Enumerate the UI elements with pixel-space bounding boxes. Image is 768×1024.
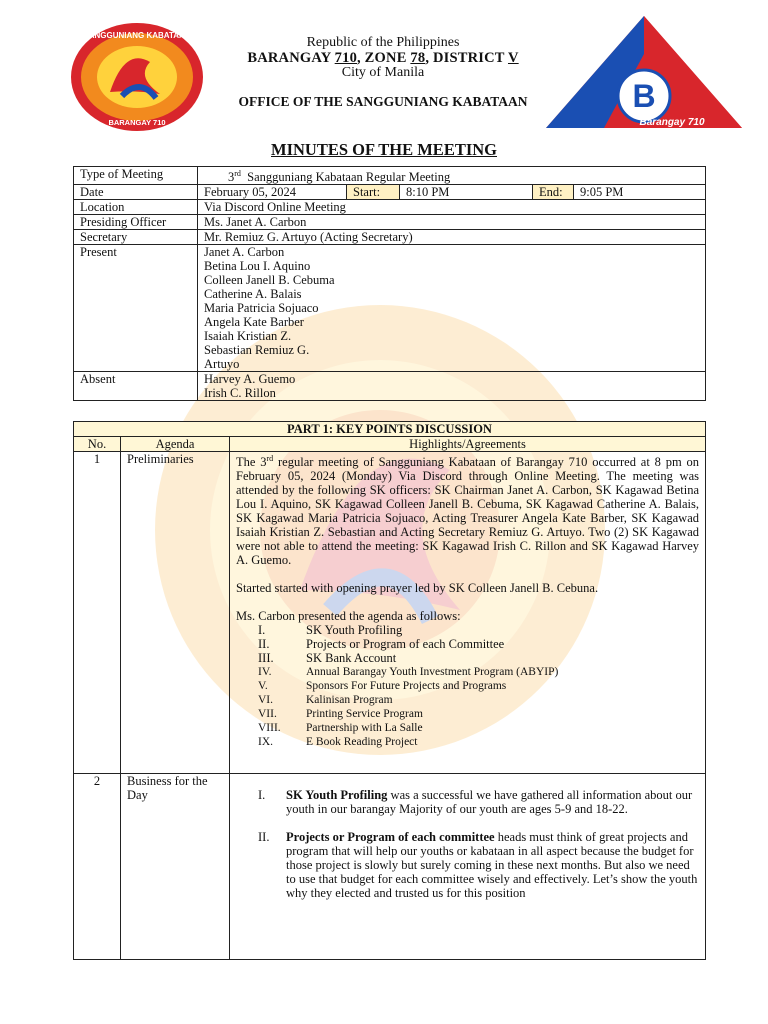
list-item: II. Projects or Program of each Committee: [258, 637, 505, 652]
start-label: Start:: [347, 185, 400, 200]
table-row: [74, 774, 706, 960]
absent-label: Absent: [74, 372, 198, 401]
end-value: 9:05 PM: [574, 185, 706, 200]
list-item: Catherine A. Balais: [204, 287, 302, 302]
row-agenda: Business for the Day: [121, 774, 230, 960]
table-row: [74, 215, 706, 230]
row-number: 2: [74, 774, 121, 960]
list-item: VI. Kalinisan Program: [258, 694, 393, 707]
list-item: Irish C. Rillon: [204, 386, 276, 401]
secretary-label: Secretary: [74, 230, 198, 245]
list-item: Angela Kate Barber: [204, 315, 304, 330]
table-row: [74, 422, 706, 437]
barangay-line: BARANGAY 710, ZONE 78, DISTRICT V: [247, 49, 519, 66]
city-line: City of Manila: [341, 64, 425, 80]
date-label: Date: [74, 185, 198, 200]
list-item: V. Sponsors For Future Projects and Programs: [258, 680, 507, 693]
table-row: [74, 200, 706, 215]
agenda-intro: Ms. Carbon presented the agenda as follows:: [236, 609, 461, 624]
row-highlights: [230, 774, 706, 960]
row-number: 1: [74, 452, 121, 774]
meeting-info-table: [73, 166, 706, 401]
list-item: Sebastian Remiuz G.: [204, 343, 310, 358]
secretary-value: Mr. Remiuz G. Artuyo (Acting Secretary): [198, 230, 706, 245]
table-row: [74, 230, 706, 245]
list-item: Janet A. Carbon: [204, 245, 285, 260]
location-value: Via Discord Online Meeting: [198, 200, 706, 215]
list-item: Maria Patricia Sojuaco: [204, 301, 319, 316]
end-label: End:: [533, 185, 574, 200]
row-agenda: Preliminaries: [121, 452, 230, 774]
date-value: February 05, 2024: [198, 185, 347, 200]
prayer-paragraph: Started started with opening prayer led by SK Colleen Janell B. Cebuna.: [236, 581, 599, 596]
type-value: 3rd Sangguniang Kabataan Regular Meeting: [198, 167, 706, 185]
document-title: MINUTES OF THE MEETING: [271, 140, 497, 159]
list-item: I. SK Youth Profiling: [258, 623, 403, 638]
list-item: IV. Annual Barangay Youth Investment Program (ABYIP): [258, 666, 559, 679]
list-item: Betina Lou I. Aquino: [204, 259, 311, 274]
list-item: Artuyo: [204, 357, 240, 372]
list-item: IX. E Book Reading Project: [258, 736, 418, 749]
business-item-2: II. Projects or Program of each committee heads must think of great projects and program that will help our youths or kabataan in all aspect because the budget for those project is slowly but surely coming in these next months. But also we need to use that budget for each committee wisely and effectively. Let’s show the youth why they elected and trusted us for this position: [258, 830, 698, 900]
list-item: VII. Printing Service Program: [258, 708, 423, 721]
barangay-logo: [544, 14, 744, 130]
logo-top-text: SANGGUNIANG KABATAAN: [83, 31, 191, 40]
office-line: OFFICE OF THE SANGGUNIANG KABATAAN: [238, 93, 528, 109]
business-item-1: I. SK Youth Profiling was a successful we have gathered all information about our youth in our barangay Majority of our youth are ages 5-9 and 18-22.: [258, 788, 693, 816]
col-agenda-header: Agenda: [121, 437, 230, 452]
col-no-header: No.: [74, 437, 121, 452]
absent-list: [198, 372, 706, 401]
sk-logo: [70, 22, 205, 132]
location-label: Location: [74, 200, 198, 215]
logo-b-mark: B: [632, 78, 656, 114]
table-row: [74, 185, 706, 200]
list-item: Colleen Janell B. Cebuma: [204, 273, 335, 288]
list-item: Isaiah Kristian Z.: [204, 329, 292, 344]
present-list: [198, 245, 706, 372]
present-label: Present: [74, 245, 198, 372]
agenda-list: [236, 623, 699, 749]
logo-bottom-text: BARANGAY 710: [108, 118, 166, 127]
row-highlights: [230, 452, 706, 774]
key-points-table: [73, 421, 706, 960]
list-item: Harvey A. Guemo: [204, 372, 296, 387]
type-label: Type of Meeting: [74, 167, 198, 185]
start-value: 8:10 PM: [400, 185, 533, 200]
logo-barangay-text: Barangay 710: [639, 117, 705, 128]
col-highlights-header: Highlights/Agreements: [230, 437, 706, 452]
table-row: [74, 245, 706, 372]
presiding-label: Presiding Officer: [74, 215, 198, 230]
presiding-value: Ms. Janet A. Carbon: [198, 215, 706, 230]
list-item: III. SK Bank Account: [258, 651, 397, 666]
table-row: [74, 452, 706, 774]
list-item: VIII. Partnership with La Salle: [258, 722, 423, 735]
table-row: [74, 167, 706, 185]
part1-title: PART 1: KEY POINTS DISCUSSION: [74, 422, 706, 437]
table-row: [74, 437, 706, 452]
minutes-paragraph: The 3rd regular meeting of Sangguniang Kabataan of Barangay 710 occurred at 8 pm on February 05, 2024 (Monday) Via Discord through Online Meeting. The meeting was attended by the following SK officers: SK Chairman Janet A. Carbon, SK Kagawad Betina Lou I. Aquino, SK Kagawad Colleen Janell B. Cebuma, SK Kagawad Catherine A. Balais, SK Kagawad Maria Patricia Sojuaco, Acting Treasurer Angela Kate Barber, SK Kagawad Isaiah Kristian Z. Sebastian and Acting Secretary Remiuz G. Artuyo. Two (2) SK Kagawad were not able to attend the meeting: SK Kagawad Irish C. Rillon and SK Kagawad Harvey A. Guemo.: [236, 454, 699, 568]
letterhead: [210, 36, 556, 109]
table-row: [74, 372, 706, 401]
republic-line: Republic of the Philippines: [306, 35, 460, 50]
